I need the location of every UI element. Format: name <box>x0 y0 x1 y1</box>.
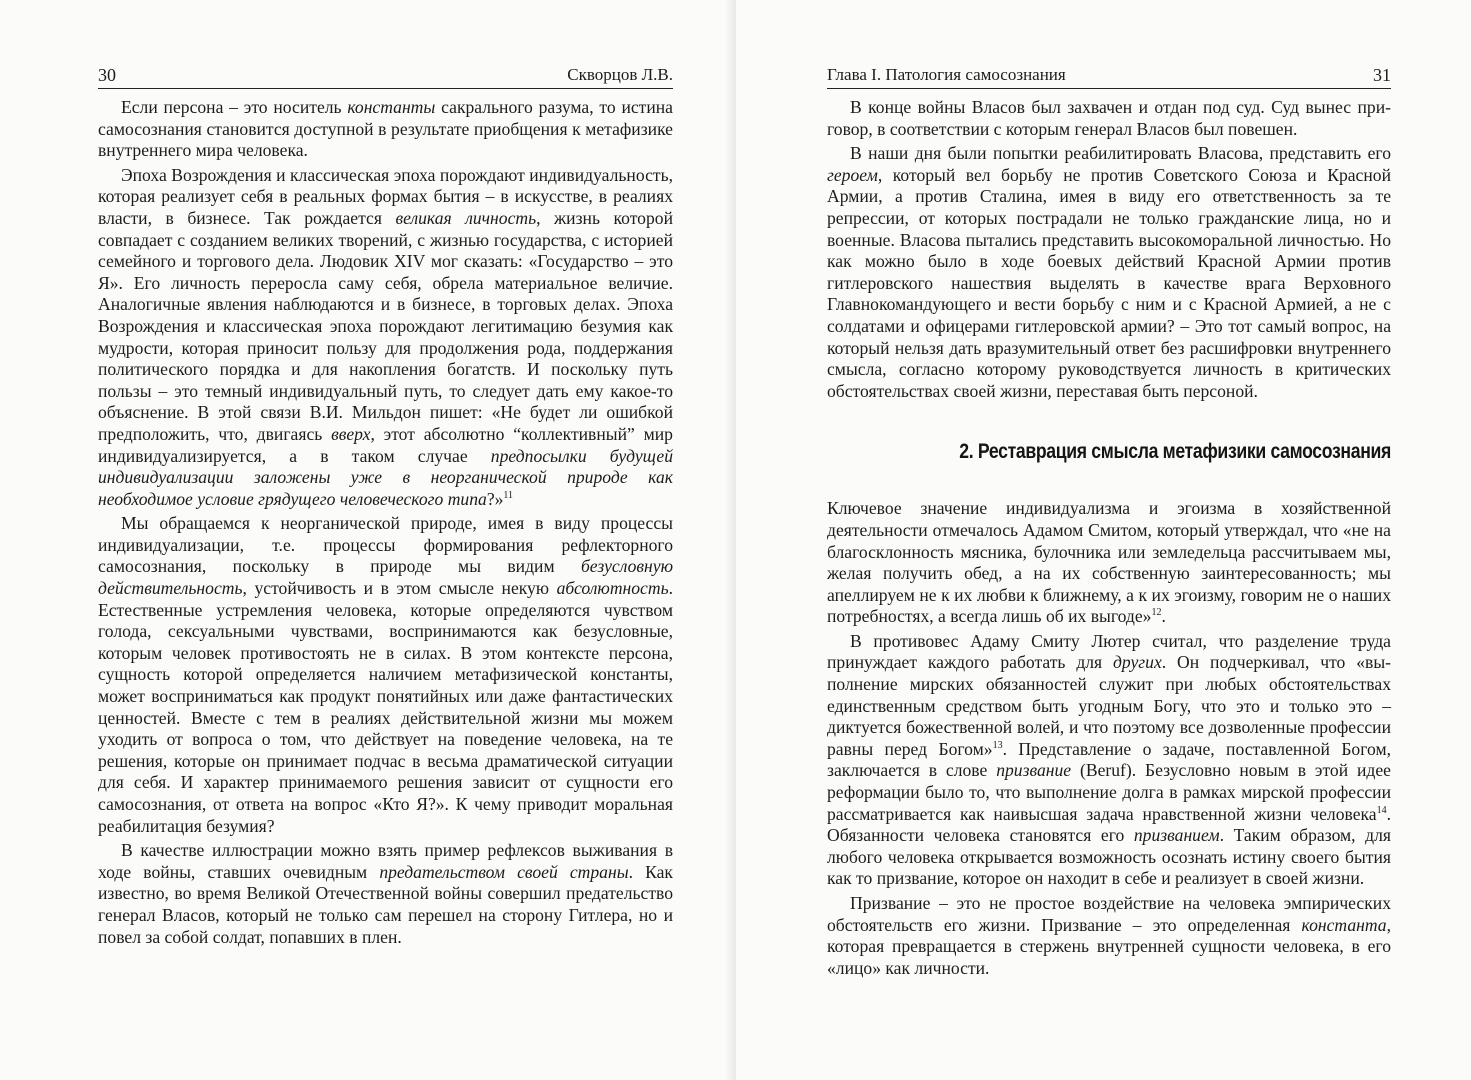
running-title-right: Глава I. Патология самосознания <box>827 65 1066 84</box>
text-run: В конце войны Власов был захвачен и отдан под суд. Суд вынес приговор, в соответствии с которым генерал Власов был повешен. <box>827 97 1391 139</box>
right-running-head <box>827 64 1391 89</box>
italic-phrase: героем <box>827 164 878 185</box>
left-page <box>0 0 735 1080</box>
paragraph <box>827 498 1391 628</box>
italic-phrase: других <box>1113 652 1162 673</box>
footnote-ref: 11 <box>503 489 514 501</box>
paragraph <box>827 893 1391 979</box>
italic-phrase: предательством своей страны <box>379 861 629 882</box>
italic-phrase: константы <box>347 97 436 117</box>
italic-phrase: призванием <box>1133 825 1220 846</box>
text-run: . Таким образом, для любого человека открывается возможность осознать истину своего бытия как то призвание, которое он находит в себе и реализует в своей жизни. <box>827 825 1392 889</box>
left-running-head <box>98 64 673 89</box>
right-body-text-bottom <box>827 498 1391 979</box>
paragraph <box>827 97 1391 140</box>
text-run: , устойчивость и в этом смысле некую <box>242 578 557 599</box>
italic-phrase: призвание <box>996 760 1072 781</box>
paragraph <box>827 631 1391 890</box>
text-run: ?» <box>486 488 504 509</box>
text-run: . Он подчеркивал, что «выполнение мирских обязанностей служит при любых обстоятельствах единственным средством быть угодным Богу, что это и только это – диктуется божественной волей, и что поэтому все дозволенные профессии равны перед Богом» <box>827 652 1391 759</box>
right-page <box>736 0 1471 1080</box>
text-run: Эпоха Возрождения и классическая эпоха порождают индивидуальность, которая реализует себя в реальных формах бытия – в искусстве, в реалиях власти, в бизнесе. Так рождается <box>98 164 673 228</box>
italic-phrase: великая личность <box>395 207 537 228</box>
italic-phrase: безусловную действительность <box>98 556 673 599</box>
paragraph <box>98 97 673 162</box>
text-run: Мы обращаемся к неорганической природе, имея в виду процессы индивидуализации, т.е. процессы формирования рефлекторного самосознания, поскольку в природе мы видим <box>98 513 673 577</box>
paragraph <box>98 513 673 837</box>
text-run: Если персона – это носитель <box>121 97 348 117</box>
text-run: . Естественные устремления человека, которые определяются чувством голода, сексуальными чувствами, воспринимаются как безусловные, которым человек противостоять не в силах. В этом контексте персона, сущность которой определяется наличием метафизической константы, может восприниматься как продукт понятийных или даже фантастических ценностей. Вместе с тем в реалиях действительной жизни мы можем уходить от вопроса о том, что действует на поведение человека, на те решения, которые он принимает подчас в весьма драматической ситуации для себя. И характер принимаемого решения зависит от сущности его самосознания, от ответа на вопрос «Кто Я?». К чему приводит моральная реабилитация безумия? <box>98 578 673 836</box>
text-run: , которая превращается в стержень внутренней сущности человека, в его «лицо» как личности. <box>827 914 1391 978</box>
paragraph <box>98 165 673 511</box>
italic-phrase: константа <box>1301 914 1387 935</box>
text-run: (Beruf). Безусловно новым в этой идее реформации было то, что выполнение долга в рамках мирской профессии рассматривается как наивысшая задача нравственной жизни человека <box>827 760 1391 824</box>
section-heading: 2. Реставрация смысла метафизики самосознания <box>959 440 1391 464</box>
right-body-text-top <box>827 97 1391 402</box>
text-run: Ключевое значение индивидуализма и эгоизма в хозяйственной деятельности отмечалось Адамом Смитом, который утверждал, что «не на благосклонность мясника, булочника или земледельца рассчитываем мы, желая получить обед, а на их собственную заинтересованность; мы апеллируем не к их любви к ближнему, а к их эгоизму, говорим не о наших потребностях, а всегда лишь об их выгоде» <box>827 498 1391 627</box>
text-run: . <box>1161 606 1166 627</box>
footnote-ref: 14 <box>1376 804 1387 816</box>
paragraph <box>827 143 1391 402</box>
text-run: . Обязанности человека становятся его <box>827 803 1391 846</box>
page-number-right: 31 <box>1373 65 1391 85</box>
text-run: В противовес Адаму Смиту Лютер считал, что разделение труда принуждает каждого работать для <box>827 630 1391 673</box>
text-run: В наши дня были попытки реабилитировать Власова, представить его <box>850 143 1391 164</box>
paragraph <box>98 840 673 948</box>
left-body-text <box>98 97 673 948</box>
footnote-ref: 13 <box>992 739 1003 751</box>
italic-phrase: абсолютность <box>556 578 669 599</box>
text-run: , который вел борьбу не против Советского Союза и Красной Армии, а против Сталина, имея в виду его ответственность за те репрессии, от которых пострадали не только гражданские лица, но и военные. Власова пытались представить высокоморальной личностью. Но как можно было в ходе боевых действий Красной Армии против гитлеровского нашествия выделять в качестве врага Верховного Главнокомандующего и вести борьбу с ним и с Красной Армией, а не с солдатами и офицерами гитлеровской армии? – Это тот самый вопрос, на который нельзя дать вразумительный ответ без расшифровки внутреннего смысла, согласно которому руководствуется личность в критических обстоятельствах своей жизни, переставая быть персоной. <box>827 164 1391 401</box>
page-number-left: 30 <box>98 65 116 85</box>
text-run: . Представление о задаче, поставленной Богом, заключается в слове <box>827 738 1391 781</box>
text-run: , жизнь которой совпадает с созданием великих творений, с жизнью государства, с историей семейного и торгового дела. Людовик XIV мог сказать: «Государство – это Я». Его личность переросла саму себя, обрела материальное величие. Аналогичные явления наблюдаются и в бизнесе, в торговых делах. Эпоха Возрождения и классическая эпоха порождают легитимацию безумия как мудрости, которая приносит пользу для продолжения рода, поддержания политического порядка и для накопления богатств. И поскольку путь пользы – это темный индивидуальный путь, то следует дать ему какое-то объяснение. В этой связи В.И. Мильдон пишет: «Не будет ли ошибкой предположить, что, двигаясь <box>98 207 673 444</box>
italic-phrase: предпосылки будущей индивидуализации заложены уже в неорганической природе как необходимое условие грядущего человеческого типа <box>98 445 673 509</box>
text-run: . Как известно, во время Великой Отечественной войны совершил предательство генерал Власов, который не только сам перешел на сторону Гитлера, но и повел за собой солдат, попавших в плен. <box>98 861 673 947</box>
running-title-left: Скворцов Л.В. <box>567 65 673 84</box>
text-run: В качестве иллюстрации можно взять пример рефлексов выживания в ходе войны, ставших очевидным <box>98 840 673 882</box>
italic-phrase: вверх <box>331 423 371 444</box>
footnote-ref: 12 <box>1151 607 1162 619</box>
text-run: сакрального разума, то истина самосознания становится доступной в результате приобщения к метафизике внутреннего мира человека. <box>98 97 673 161</box>
text-run: , этот абсолютно “коллективный” мир индивидуализируется, а в таком случае <box>98 423 673 466</box>
text-run: Призвание – это не простое воздействие на человека эмпирических обстоятельств его жизни. Призвание – это определенная <box>827 893 1391 935</box>
